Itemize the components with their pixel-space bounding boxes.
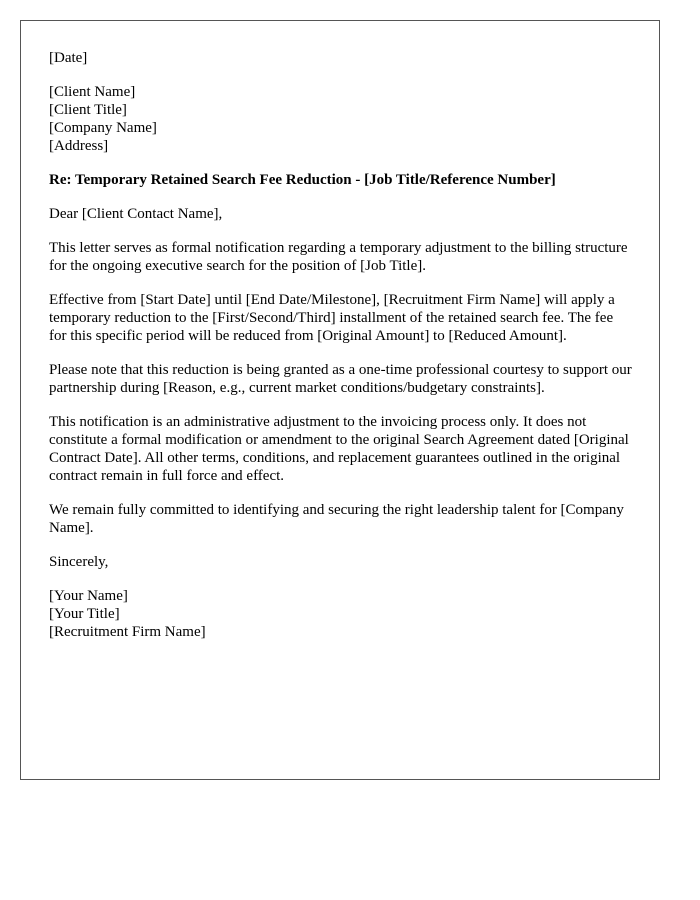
closing: Sincerely, [49,554,109,570]
signature-title: [Your Title] [49,606,120,622]
signature-name: [Your Name] [49,588,128,604]
body-paragraph-4: This notification is an administrative adjustment to the invoicing process only. It does not constitute a formal modification or amendment to the original Search Agreement dated [Original Contract Date]. All other terms, conditions, and replacement guarantees outlined in the original contract remain in full force and effect. [49,414,629,484]
subject-line: Re: Temporary Retained Search Fee Reduction - [Job Title/Reference Number] [49,172,556,188]
salutation: Dear [Client Contact Name], [49,206,223,222]
recipient-address: [Address] [49,138,109,154]
body-paragraph-5: We remain fully committed to identifying and securing the right leadership talent for [Company Name]. [49,502,624,536]
letter-date: [Date] [49,50,88,66]
date-line [49,49,633,67]
recipient-block [49,83,633,155]
recipient-name: [Client Name] [49,84,136,100]
body-paragraph-2: Effective from [Start Date] until [End Date/Milestone], [Recruitment Firm Name] will apply a temporary reduction to the [First/Second/Third] installment of the retained search fee. The fee for this specific period will be reduced from [Original Amount] to [Reduced Amount]. [49,292,615,344]
letter-page [20,20,660,780]
body-paragraph-1: This letter serves as formal notification regarding a temporary adjustment to the billing structure for the ongoing executive search for the position of [Job Title]. [49,240,628,274]
body-paragraph-3: Please note that this reduction is being granted as a one-time professional courtesy to support our partnership during [Reason, e.g., current market conditions/budgetary constraints]. [49,362,632,396]
signature-firm: [Recruitment Firm Name] [49,624,206,640]
recipient-company: [Company Name] [49,120,157,136]
signature-block [49,587,633,641]
recipient-title: [Client Title] [49,102,127,118]
letter-body [49,49,633,657]
